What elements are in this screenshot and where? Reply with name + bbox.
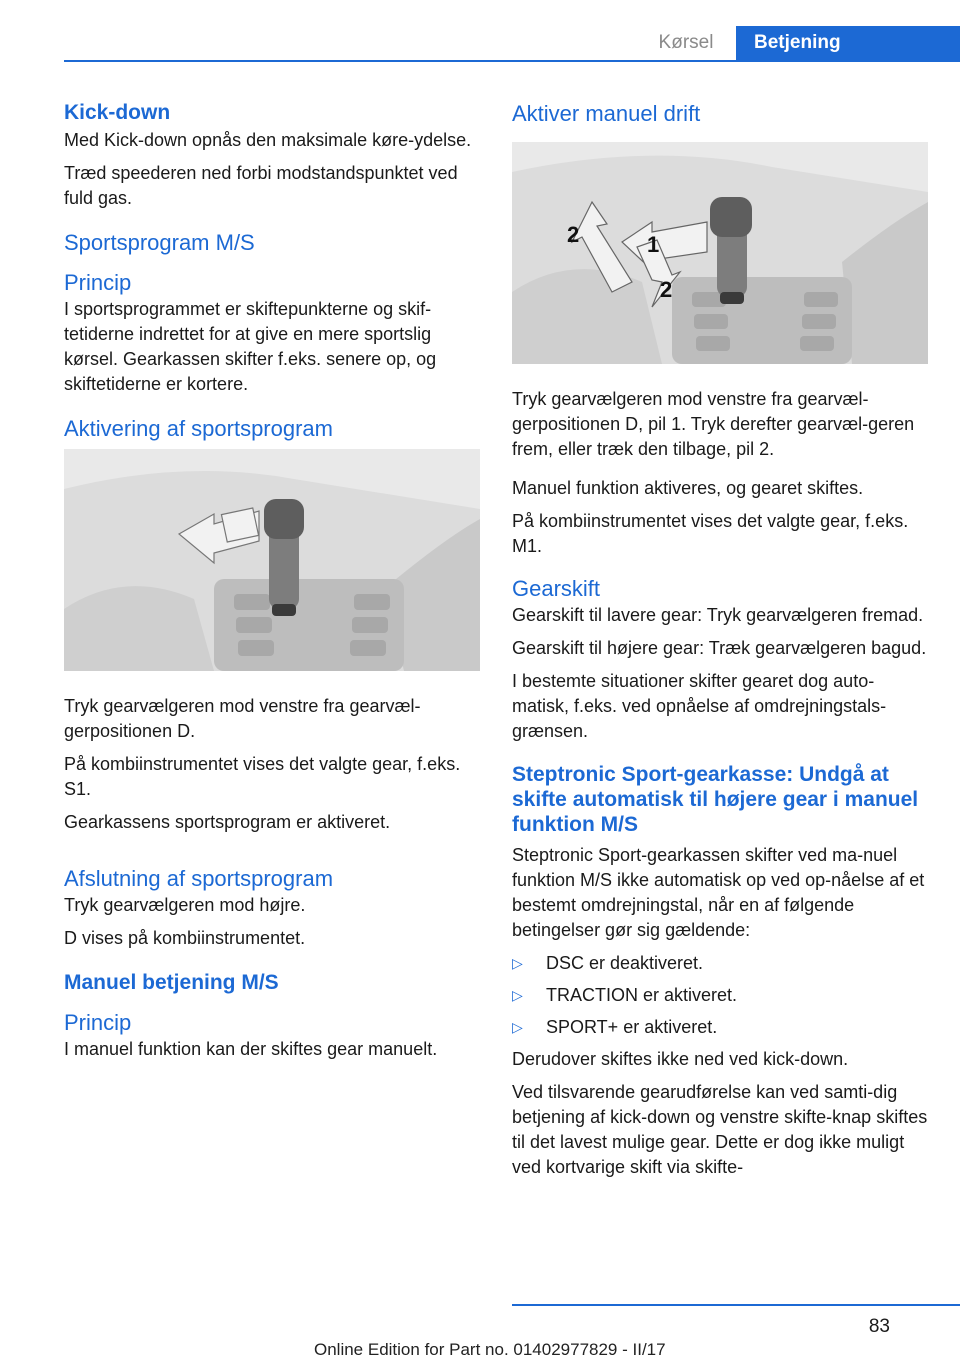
steptronic-text-3: Ved tilsvarende gearudførelse kan ved samti-dig betjening af kick-down og venstre skifte-knap skiftes til det lavest mulige gear. Dette er dog ikke muligt ved kortvarige skift via skifte- — [512, 1082, 928, 1177]
edition-footer: Online Edition for Part no. 01402977829 - II/17 — [314, 1340, 666, 1359]
gearskift-text-1: Gearskift til lavere gear: Tryk gearvælgeren fremad. — [512, 605, 924, 625]
aktiver-text-3: På kombiinstrumentet vises det valgte gear, f.eks. M1. — [512, 511, 909, 556]
list-item: ▷ TRACTION er aktiveret. — [512, 983, 928, 1008]
kick-down-text-1: Med Kick-down opnås den maksimale køre-ydelse. — [64, 130, 472, 150]
arrow-label-2-top: 2 — [567, 222, 580, 247]
steptronic-text-2: Derudover skiftes ikke ned ved kick-down. — [512, 1049, 849, 1069]
arrow-label-2-bottom: 2 — [660, 277, 673, 302]
princip-heading-2: Princip — [64, 1010, 132, 1035]
princip-text-2: I manuel funktion kan der skiftes gear manuelt. — [64, 1039, 438, 1059]
afslutning-text-2: D vises på kombiinstrumentet. — [64, 928, 306, 948]
kick-down-text-2: Træd speederen ned forbi modstandspunktet ved fuld gas. — [64, 163, 458, 208]
aktiver-manuel-heading: Aktiver manuel drift — [512, 101, 701, 126]
sportsprogram-heading: Sportsprogram M/S — [64, 230, 255, 255]
tab-betjening[interactable]: Betjening — [736, 26, 960, 62]
arrow-label-1: 1 — [647, 232, 660, 257]
bullet-triangle-icon: ▷ — [512, 955, 523, 971]
princip-heading-1: Princip — [64, 270, 132, 295]
bullet-triangle-icon: ▷ — [512, 1019, 523, 1035]
page-number: 83 — [868, 1316, 890, 1337]
princip-text-1: I sportsprogrammet er skiftepunkterne og skif-tetiderne indrettet for at give en mere sportslig kørsel. Gearkassen skifter f.eks. senere op, og skiftetiderne er kortere. — [64, 299, 437, 394]
afslutning-heading: Afslutning af sportsprogram — [64, 866, 334, 891]
gear-selector-figure-manual — [512, 142, 928, 364]
kick-down-heading: Kick-down — [64, 101, 171, 124]
aktivering-text-1: Tryk gearvælgeren mod venstre fra gearvæl-gerpositionen D. — [64, 696, 421, 741]
conditions-list — [512, 951, 928, 1040]
list-item: ▷ SPORT+ er aktiveret. — [512, 1015, 928, 1040]
left-column — [64, 100, 480, 1070]
steptronic-heading: Steptronic Sport-gearkasse: Undgå at skifte automatisk til højere gear i manuel funktion M/S — [512, 763, 919, 836]
aktiver-text-1: Tryk gearvælgeren mod venstre fra gearvæl-gerpositionen D, pil 1. Tryk derefter gearvæl-geren frem, eller træk den tilbage, pil 2. — [512, 389, 915, 459]
right-column — [512, 100, 928, 1188]
aktivering-text-3: Gearkassens sportsprogram er aktiveret. — [64, 812, 391, 832]
gearskift-heading: Gearskift — [512, 576, 601, 601]
aktivering-heading: Aktivering af sportsprogram — [64, 416, 333, 441]
aktiver-text-2: Manuel funktion aktiveres, og gearet skiftes. — [512, 478, 864, 498]
gearskift-text-3: I bestemte situationer skifter gearet dog auto-matisk, f.eks. ved opnåelse af omdrejningstals-grænsen. — [512, 671, 887, 741]
gearskift-text-2: Gearskift til højere gear: Træk gearvælgeren bagud. — [512, 638, 927, 658]
list-item: ▷ DSC er deaktiveret. — [512, 951, 928, 976]
aktivering-text-2: På kombiinstrumentet vises det valgte gear, f.eks. S1. — [64, 754, 461, 799]
steptronic-text-1: Steptronic Sport-gearkassen skifter ved ma-nuel funktion M/S ikke automatisk op ved op-nåelse af et bestemt omdrejningstal, når en af følgende betingelser gør sig gældende: — [512, 845, 925, 940]
afslutning-text-1: Tryk gearvælgeren mod højre. — [64, 895, 306, 915]
tab-korsel[interactable]: Kørsel — [636, 26, 736, 60]
manuel-betjening-heading: Manuel betjening M/S — [64, 971, 279, 994]
gear-selector-figure-sport — [64, 449, 480, 671]
bullet-triangle-icon: ▷ — [512, 987, 523, 1003]
footer-rule — [512, 1304, 960, 1306]
